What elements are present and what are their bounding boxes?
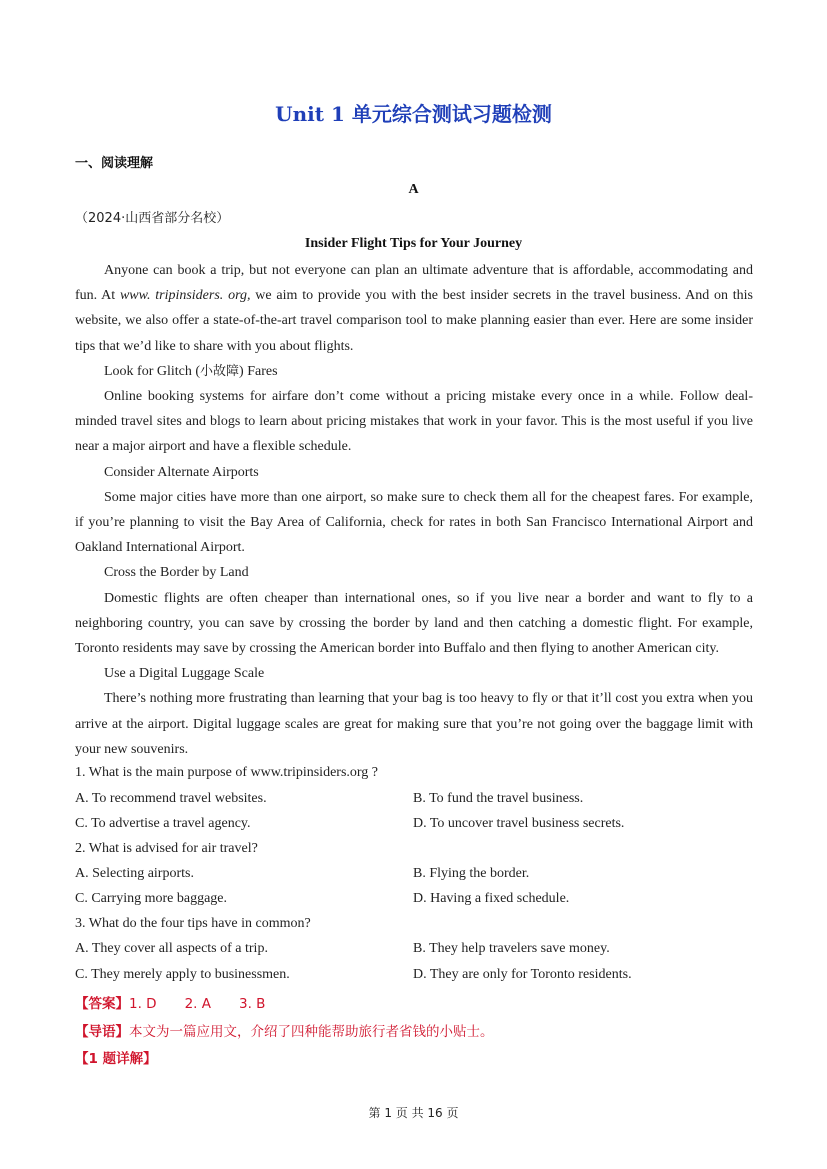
option: B. They help travelers save money. bbox=[413, 941, 610, 956]
option: A. Selecting airports. bbox=[75, 866, 194, 881]
answer-label: 【答案】 bbox=[75, 996, 129, 1012]
option: A. To recommend travel websites. bbox=[75, 791, 267, 806]
paragraph: Some major cities have more than one airport, so make sure to check them all for the cheapest fares. For example, if you’re planning to visit the Bay Area of California, check for rates in both San Francisco International Airport and Oakland International Airport. bbox=[75, 489, 753, 556]
answer-line: 【答案】1. D 2. A 3. B bbox=[75, 996, 266, 1012]
guide-line: 【导语】本文为一篇应用文，介绍了四种能帮助旅行者省钱的小贴士。 bbox=[75, 1024, 494, 1040]
option: A. They cover all aspects of a trip. bbox=[75, 941, 268, 956]
source-note: （2024·山西省部分名校） bbox=[75, 211, 230, 226]
detail-line bbox=[75, 1047, 157, 1067]
option: C. They merely apply to businessmen. bbox=[75, 967, 290, 982]
passage-label: A bbox=[408, 182, 419, 197]
passage-body bbox=[75, 258, 753, 762]
detail-label: 【1 题详解】 bbox=[75, 1051, 157, 1067]
page-title: Unit 1 单元综合测试习题检测 bbox=[275, 102, 552, 126]
option: B. To fund the travel business. bbox=[413, 791, 584, 806]
paragraph: There’s nothing more frustrating than learning that your bag is too heavy to fly or that it’ll cost you extra when you arrive at the airport. Digital luggage scales are great for making sure that you’re not going over the baggage limit with your new souvenirs. bbox=[75, 691, 753, 757]
option: D. Having a fixed schedule. bbox=[413, 891, 570, 906]
option: C. Carrying more baggage. bbox=[75, 891, 228, 906]
section-heading: 一、阅读理解 bbox=[75, 156, 154, 171]
question-stem: 2. What is advised for air travel? bbox=[75, 841, 258, 856]
paragraph: Anyone can book a trip, but not everyone can plan an ultimate adventure that is affordable, accommodating and fun. At www. tripinsiders. org, we aim to provide you with the best insider secrets in the travel business. And on this website, we also offer a state-of-the-art travel comparison tool to make planning easier than ever. Here are some insider tips that we’d like to share with you about flights. bbox=[75, 263, 753, 354]
option: D. They are only for Toronto residents. bbox=[413, 967, 632, 982]
option: B. Flying the border. bbox=[413, 866, 530, 881]
tip-heading: Look for Glitch (小故障) Fares bbox=[104, 363, 278, 379]
passage-title: Insider Flight Tips for Your Journey bbox=[304, 236, 523, 251]
question-stem: 1. What is the main purpose of www.tripinsiders.org ? bbox=[75, 765, 379, 780]
website-link: www. tripinsiders. org, bbox=[119, 288, 251, 304]
tip-heading: Use a Digital Luggage Scale bbox=[104, 666, 265, 682]
paragraph: Domestic flights are often cheaper than international ones, so if you live near a border and want to fly to a neighboring country, you can save by crossing the border by land and then catching a domestic flight. For example, Toronto residents may save by crossing the American border into Buffalo and then flying to another American city. bbox=[75, 590, 753, 657]
guide-label: 【导语】 bbox=[75, 1024, 129, 1040]
tip-heading: Consider Alternate Airports bbox=[104, 464, 259, 480]
tip-heading: Cross the Border by Land bbox=[104, 565, 249, 581]
option: D. To uncover travel business secrets. bbox=[413, 816, 625, 831]
paragraph: Online booking systems for airfare don’t come without a pricing mistake every once in a while. Follow deal-minded travel sites and blogs to learn about pricing mistakes that work in your favor. This is the most useful if you live near a major airport and have a flexible schedule. bbox=[75, 389, 753, 455]
question-stem: 3. What do the four tips have in common? bbox=[75, 916, 311, 931]
page-footer: 第 1 页 共 16 页 bbox=[368, 1106, 459, 1120]
option: C. To advertise a travel agency. bbox=[75, 816, 251, 831]
